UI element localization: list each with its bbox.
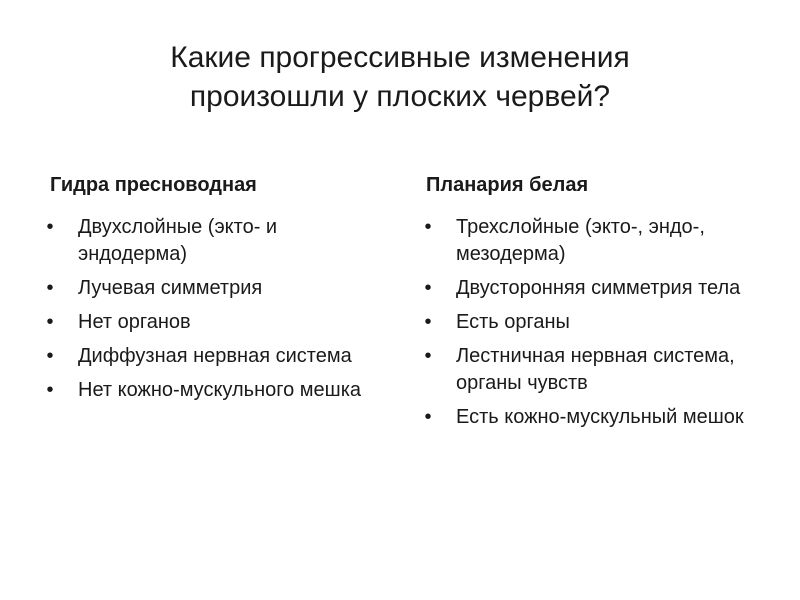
list-item <box>40 309 380 336</box>
list-item <box>418 404 768 431</box>
title-line-1: Какие прогрессивные изменения <box>170 41 630 74</box>
right-bullet-list <box>418 214 768 431</box>
right-item-1: Трехслойные (экто-, эндо-, мезодерма) <box>456 216 705 265</box>
left-item-1: Двухслойные (экто- и эндодерма) <box>78 216 278 265</box>
right-item-5: Есть кожно-мускульный мешок <box>456 406 744 428</box>
list-item <box>418 275 768 302</box>
bullet-icon: • <box>424 277 432 299</box>
list-item <box>40 377 380 404</box>
list-item <box>418 309 768 336</box>
bullet-icon: • <box>46 277 54 299</box>
bullet-icon: • <box>424 311 432 333</box>
list-item <box>40 343 380 370</box>
bullet-icon: • <box>424 406 432 428</box>
left-item-5: Нет кожно-мускульного мешка <box>78 379 362 401</box>
title-line-2: произошли у плоских червей? <box>189 80 611 113</box>
slide-title <box>100 38 700 116</box>
bullet-icon: • <box>424 216 432 238</box>
bullet-icon: • <box>46 216 54 238</box>
right-item-4: Лестничная нервная система, органы чувств <box>456 345 735 394</box>
right-item-2: Двусторонняя симметрия тела <box>456 277 741 299</box>
bullet-icon: • <box>46 345 54 367</box>
left-item-4: Диффузная нервная система <box>78 345 352 367</box>
bullet-icon: • <box>424 345 432 367</box>
left-item-3: Нет органов <box>78 311 191 333</box>
left-column <box>40 172 380 411</box>
right-column <box>418 172 768 438</box>
list-item <box>40 275 380 302</box>
right-column-heading: Планария белая <box>426 174 589 196</box>
right-item-3: Есть органы <box>456 311 570 333</box>
list-item <box>418 214 768 268</box>
bullet-icon: • <box>46 379 54 401</box>
list-item <box>40 214 380 268</box>
left-bullet-list <box>40 214 380 404</box>
left-column-heading: Гидра пресноводная <box>50 174 257 196</box>
bullet-icon: • <box>46 311 54 333</box>
list-item <box>418 343 768 397</box>
left-item-2: Лучевая симметрия <box>78 277 263 299</box>
